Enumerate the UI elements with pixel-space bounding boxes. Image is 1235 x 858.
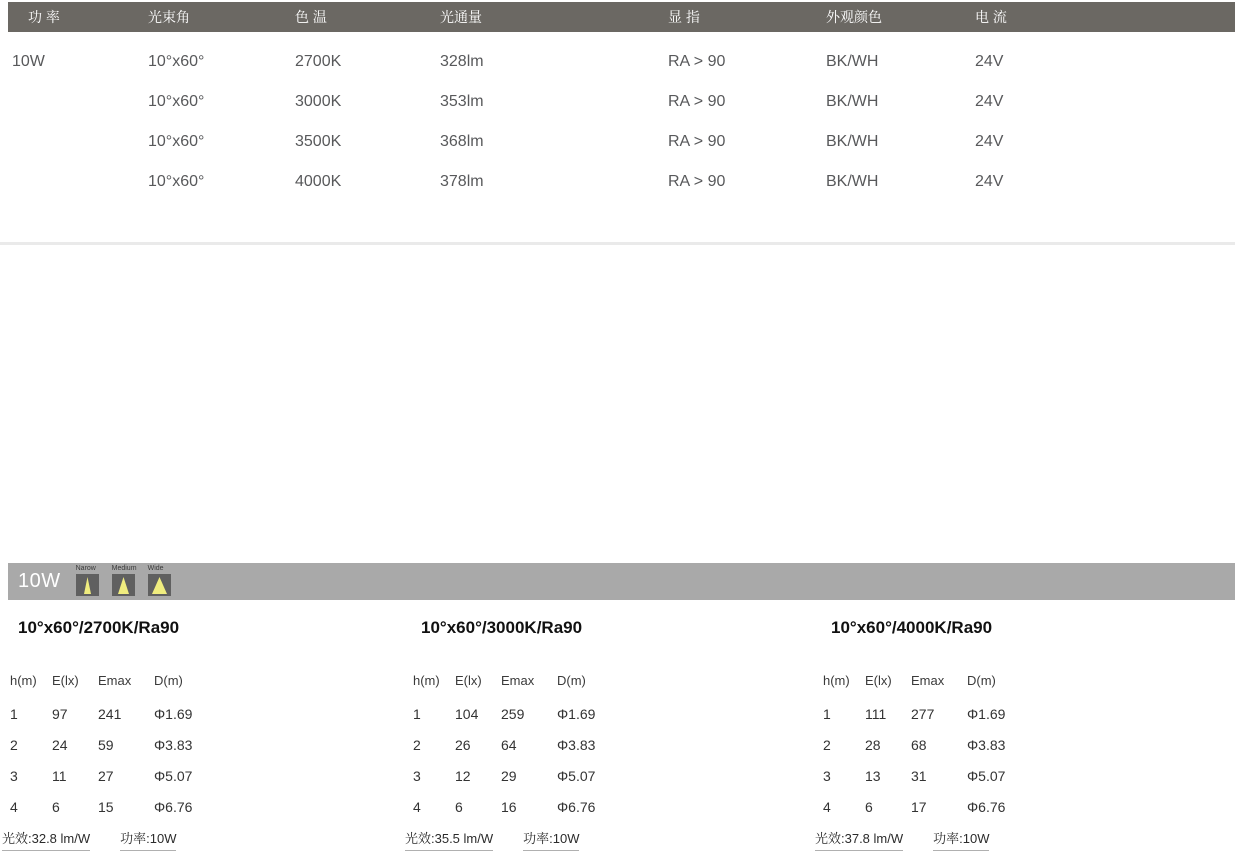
spec-table-row xyxy=(8,42,1235,82)
emax-value: 27 xyxy=(98,767,114,784)
emax-value: 17 xyxy=(911,798,927,815)
cri-value: RA > 90 xyxy=(668,93,726,110)
luminous-flux-value: 353lm xyxy=(440,93,484,110)
cri-value: RA > 90 xyxy=(668,133,726,150)
photometric-row xyxy=(405,760,635,791)
col-height: h(m) xyxy=(823,672,850,688)
d-value: Φ3.83 xyxy=(154,736,193,753)
h-value: 3 xyxy=(413,767,421,784)
photometric-row xyxy=(815,698,1045,729)
color-temp-value: 3500K xyxy=(295,133,342,150)
luminous-flux-value: 368lm xyxy=(440,133,484,150)
current-value: 24V xyxy=(975,53,1004,70)
spec-header-finish-color: 外观颜色 xyxy=(826,9,882,25)
spec-table-row xyxy=(8,162,1235,202)
beam-angle-value: 10°x60° xyxy=(148,133,205,150)
photometric-row xyxy=(2,698,232,729)
footer-power-value: 功率:10W xyxy=(120,828,176,851)
e-value: 6 xyxy=(865,798,873,815)
emax-value: 68 xyxy=(911,736,927,753)
col-illuminance: E(lx) xyxy=(52,672,79,688)
spec-table-row xyxy=(8,82,1235,122)
photometric-table-2700k xyxy=(2,612,232,851)
photometric-row xyxy=(2,729,232,760)
spec-header-color-temp: 色 温 xyxy=(295,9,327,25)
h-value: 2 xyxy=(413,736,421,753)
h-value: 1 xyxy=(823,705,831,722)
current-value: 24V xyxy=(975,173,1004,190)
spec-header-current: 电 流 xyxy=(975,9,1007,25)
finish-color-value: BK/WH xyxy=(826,133,879,150)
photometric-row xyxy=(815,791,1045,822)
emax-value: 64 xyxy=(501,736,517,753)
photometric-grid xyxy=(2,668,232,822)
col-illuminance: E(lx) xyxy=(455,672,482,688)
e-value: 13 xyxy=(865,767,881,784)
h-value: 2 xyxy=(823,736,831,753)
finish-color-value: BK/WH xyxy=(826,53,879,70)
col-diameter: D(m) xyxy=(154,672,183,688)
current-value: 24V xyxy=(975,93,1004,110)
photometric-row xyxy=(405,698,635,729)
e-value: 6 xyxy=(52,798,60,815)
h-value: 1 xyxy=(413,705,421,722)
d-value: Φ1.69 xyxy=(967,705,1006,722)
col-emax: Emax xyxy=(501,672,535,688)
emax-value: 15 xyxy=(98,798,114,815)
d-value: Φ6.76 xyxy=(967,798,1006,815)
photometric-footer xyxy=(2,828,232,851)
spec-table-header xyxy=(8,2,1235,32)
photometric-header-row xyxy=(815,668,1045,692)
d-value: Φ5.07 xyxy=(967,767,1006,784)
photometric-row xyxy=(405,729,635,760)
narrow-beam-icon xyxy=(76,565,100,600)
h-value: 3 xyxy=(10,767,18,784)
spec-table-row xyxy=(8,122,1235,162)
e-value: 11 xyxy=(52,767,67,784)
emax-value: 241 xyxy=(98,705,122,722)
power-badge: 10W xyxy=(18,570,61,592)
photometric-footer xyxy=(815,828,1045,851)
h-value: 4 xyxy=(10,798,18,815)
spec-header-luminous-flux: 光通量 xyxy=(440,9,482,25)
col-diameter: D(m) xyxy=(967,672,996,688)
color-temp-value: 2700K xyxy=(295,53,342,70)
photometric-table-4000k xyxy=(815,612,1045,851)
photometric-table-title: 10°x60°/2700K/Ra90 xyxy=(18,618,180,637)
luminous-flux-value: 378lm xyxy=(440,173,484,190)
h-value: 1 xyxy=(10,705,18,722)
col-height: h(m) xyxy=(10,672,37,688)
medium-beam-label: Medium xyxy=(111,565,137,572)
spec-table-body xyxy=(8,42,1235,202)
photometric-header-row xyxy=(405,668,635,692)
photometric-table-title: 10°x60°/3000K/Ra90 xyxy=(421,618,583,637)
finish-color-value: BK/WH xyxy=(826,93,879,110)
emax-value: 259 xyxy=(501,705,525,722)
narrow-beam-label: Narow xyxy=(75,565,96,572)
power-beam-bar xyxy=(8,563,1235,600)
wide-beam-label: Wide xyxy=(147,565,164,572)
photometric-grid xyxy=(405,668,635,822)
h-value: 2 xyxy=(10,736,18,753)
wide-beam-icon xyxy=(148,565,172,600)
e-value: 28 xyxy=(865,736,881,753)
d-value: Φ6.76 xyxy=(154,798,193,815)
color-temp-value: 3000K xyxy=(295,93,342,110)
emax-value: 59 xyxy=(98,736,114,753)
cri-value: RA > 90 xyxy=(668,173,726,190)
color-temp-value: 4000K xyxy=(295,173,342,190)
d-value: Φ1.69 xyxy=(154,705,193,722)
photometric-row xyxy=(405,791,635,822)
footer-power-value: 功率:10W xyxy=(523,828,579,851)
emax-value: 31 xyxy=(911,767,927,784)
photometric-grid xyxy=(815,668,1045,822)
e-value: 97 xyxy=(52,705,68,722)
col-emax: Emax xyxy=(911,672,945,688)
cri-value: RA > 90 xyxy=(668,53,726,70)
efficacy-value: 光效:35.5 lm/W xyxy=(405,828,493,851)
col-diameter: D(m) xyxy=(557,672,586,688)
beam-angle-value: 10°x60° xyxy=(148,53,205,70)
photometric-row xyxy=(815,760,1045,791)
photometric-footer xyxy=(405,828,635,851)
emax-value: 16 xyxy=(501,798,517,815)
d-value: Φ1.69 xyxy=(557,705,596,722)
photometric-row xyxy=(2,760,232,791)
emax-value: 277 xyxy=(911,705,935,722)
beam-icon-group xyxy=(76,565,172,600)
efficacy-value: 光效:37.8 lm/W xyxy=(815,828,903,851)
e-value: 111 xyxy=(865,705,887,722)
photometric-header-row xyxy=(2,668,232,692)
d-value: Φ5.07 xyxy=(557,767,596,784)
e-value: 104 xyxy=(455,705,479,722)
emax-value: 29 xyxy=(501,767,517,784)
photometric-table-3000k xyxy=(405,612,635,851)
d-value: Φ6.76 xyxy=(557,798,596,815)
beam-angle-value: 10°x60° xyxy=(148,93,205,110)
beam-angle-value: 10°x60° xyxy=(148,173,205,190)
e-value: 24 xyxy=(52,736,68,753)
luminous-flux-value: 328lm xyxy=(440,53,484,70)
col-emax: Emax xyxy=(98,672,132,688)
spec-header-cri: 显 指 xyxy=(668,9,700,25)
d-value: Φ5.07 xyxy=(154,767,193,784)
e-value: 6 xyxy=(455,798,463,815)
power-value: 10W xyxy=(12,53,45,70)
current-value: 24V xyxy=(975,133,1004,150)
photometric-row xyxy=(815,729,1045,760)
h-value: 4 xyxy=(413,798,421,815)
spec-header-beam-angle: 光束角 xyxy=(148,9,190,25)
col-illuminance: E(lx) xyxy=(865,672,892,688)
d-value: Φ3.83 xyxy=(557,736,596,753)
footer-power-value: 功率:10W xyxy=(933,828,989,851)
h-value: 4 xyxy=(823,798,831,815)
photometric-row xyxy=(2,791,232,822)
spec-header-power: 功 率 xyxy=(28,9,60,25)
section-divider xyxy=(0,242,1235,245)
medium-beam-icon xyxy=(112,565,136,600)
d-value: Φ3.83 xyxy=(967,736,1006,753)
e-value: 26 xyxy=(455,736,471,753)
finish-color-value: BK/WH xyxy=(826,173,879,190)
e-value: 12 xyxy=(455,767,471,784)
photometric-table-title: 10°x60°/4000K/Ra90 xyxy=(831,618,993,637)
col-height: h(m) xyxy=(413,672,440,688)
efficacy-value: 光效:32.8 lm/W xyxy=(2,828,90,851)
h-value: 3 xyxy=(823,767,831,784)
